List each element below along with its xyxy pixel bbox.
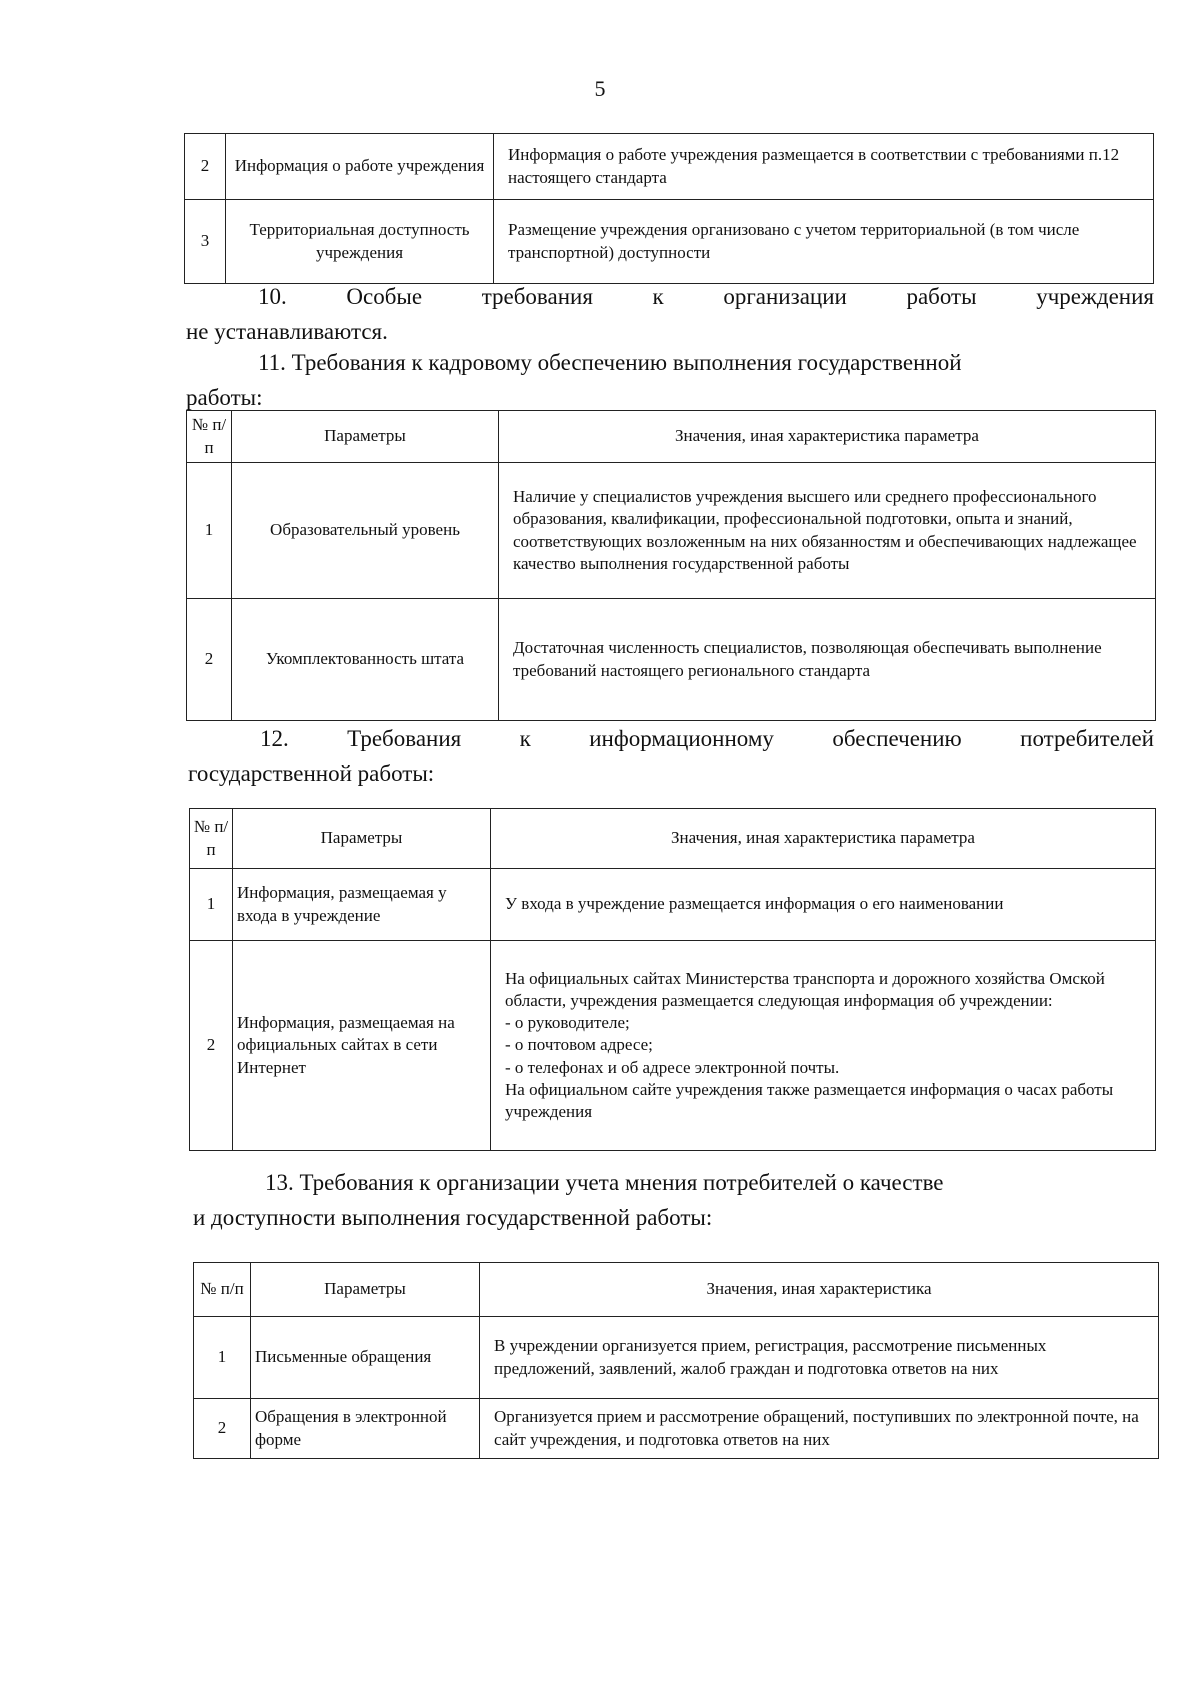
word: организации xyxy=(723,284,847,309)
header-num: № п/п xyxy=(190,809,233,869)
header-value: Значения, иная характеристика xyxy=(480,1263,1159,1317)
table-top xyxy=(184,133,1154,284)
section-11 xyxy=(186,346,1154,415)
row-number: 2 xyxy=(190,941,233,1151)
header-value: Значения, иная характеристика параметра xyxy=(499,411,1156,463)
table-row xyxy=(187,463,1156,599)
value-cell: У входа в учреждение размещается информация о его наименовании xyxy=(491,869,1156,941)
value-line: На официальном сайте учреждения также размещается информация о часах работы учреждения xyxy=(505,1079,1114,1121)
word: информационному xyxy=(589,726,774,751)
section-11-line1: 11. Требования к кадровому обеспечению выполнения государственной xyxy=(258,350,962,375)
table-header-row xyxy=(194,1263,1159,1317)
section-13-line2: и доступности выполнения государственной работы: xyxy=(193,1204,713,1230)
param-cell: Образовательный уровень xyxy=(232,463,499,599)
word: 10. xyxy=(258,284,287,309)
word: к xyxy=(519,726,531,751)
param-cell: Информация, размещаемая на официальных сайтах в сети Интернет xyxy=(233,941,491,1151)
section-13-line1: 13. Требования к организации учета мнения потребителей о качестве xyxy=(265,1170,944,1195)
param-cell: Обращения в электронной форме xyxy=(251,1399,480,1459)
value-line: - о телефонах и об адресе электронной почты. xyxy=(505,1057,840,1077)
table-header-row xyxy=(190,809,1156,869)
param-cell: Письменные обращения xyxy=(251,1317,480,1399)
param-cell: Территориальная доступность учреждения xyxy=(226,200,494,284)
param-cell: Информация, размещаемая у входа в учреждение xyxy=(233,869,491,941)
row-number: 3 xyxy=(185,200,226,284)
value-line: - о руководителе; xyxy=(505,1013,630,1033)
value-cell: Организуется прием и рассмотрение обращений, поступивших по электронной почте, на сайт учреждения, и подготовка ответов на них xyxy=(480,1399,1159,1459)
header-num: № п/п xyxy=(187,411,232,463)
value-line: - о почтовом адресе; xyxy=(505,1035,653,1055)
value-line: На официальных сайтах Министерства транспорта и дорожного хозяйства Омской области, учреждения размещается следующая информация об учреждении: xyxy=(505,969,1105,1011)
word: учреждения xyxy=(1036,284,1154,309)
word: требования xyxy=(481,284,593,309)
section-13 xyxy=(193,1166,1158,1235)
word: обеспечению xyxy=(832,726,962,751)
table-row xyxy=(187,599,1156,721)
param-cell: Информация о работе учреждения xyxy=(226,134,494,200)
table-staffing xyxy=(186,410,1156,721)
word: Особые xyxy=(346,284,423,309)
row-number: 2 xyxy=(185,134,226,200)
value-cell xyxy=(491,941,1156,1151)
word: работы xyxy=(906,284,977,309)
word: 12. xyxy=(260,726,289,751)
table-header-row xyxy=(187,411,1156,463)
word: потребителей xyxy=(1020,726,1154,751)
table-row xyxy=(185,134,1154,200)
param-cell: Укомплектованность штата xyxy=(232,599,499,721)
table-row xyxy=(190,869,1156,941)
header-param: Параметры xyxy=(233,809,491,869)
row-number: 1 xyxy=(187,463,232,599)
header-value: Значения, иная характеристика параметра xyxy=(491,809,1156,869)
section-11-line2: работы: xyxy=(186,384,263,410)
table-row xyxy=(190,941,1156,1151)
table-feedback xyxy=(193,1262,1159,1459)
value-cell: В учреждении организуется прием, регистрация, рассмотрение письменных предложений, заявлений, жалоб граждан и подготовка ответов на них xyxy=(480,1317,1159,1399)
row-number: 1 xyxy=(194,1317,251,1399)
table-row xyxy=(194,1317,1159,1399)
row-number: 2 xyxy=(187,599,232,721)
value-cell: Информация о работе учреждения размещается в соответствии с требованиями п.12 настоящего стандарта xyxy=(494,134,1154,200)
table-row xyxy=(185,200,1154,284)
section-12-line1 xyxy=(188,722,1154,757)
row-number: 1 xyxy=(190,869,233,941)
header-param: Параметры xyxy=(251,1263,480,1317)
section-10 xyxy=(186,280,1154,349)
page-number: 5 xyxy=(594,76,606,101)
word: Требования xyxy=(347,726,462,751)
row-number: 2 xyxy=(194,1399,251,1459)
header-param: Параметры xyxy=(232,411,499,463)
value-cell: Достаточная численность специалистов, позволяющая обеспечивать выполнение требований настоящего регионального стандарта xyxy=(499,599,1156,721)
header-num: № п/п xyxy=(194,1263,251,1317)
value-cell: Наличие у специалистов учреждения высшего или среднего профессионального образования, квалификации, профессиональной подготовки, опыта и знаний, соответствующих возложенным на них обязанностям и обеспечивающих надлежащее качество выполнения государственной работы xyxy=(499,463,1156,599)
section-10-line1 xyxy=(186,280,1154,315)
value-cell: Размещение учреждения организовано с учетом территориальной (в том числе транспортной) доступности xyxy=(494,200,1154,284)
table-row xyxy=(194,1399,1159,1459)
word: к xyxy=(652,284,664,309)
section-10-line2: не устанавливаются. xyxy=(186,318,388,344)
table-information xyxy=(189,808,1156,1151)
section-12 xyxy=(188,722,1154,791)
section-12-line2: государственной работы: xyxy=(188,760,435,786)
